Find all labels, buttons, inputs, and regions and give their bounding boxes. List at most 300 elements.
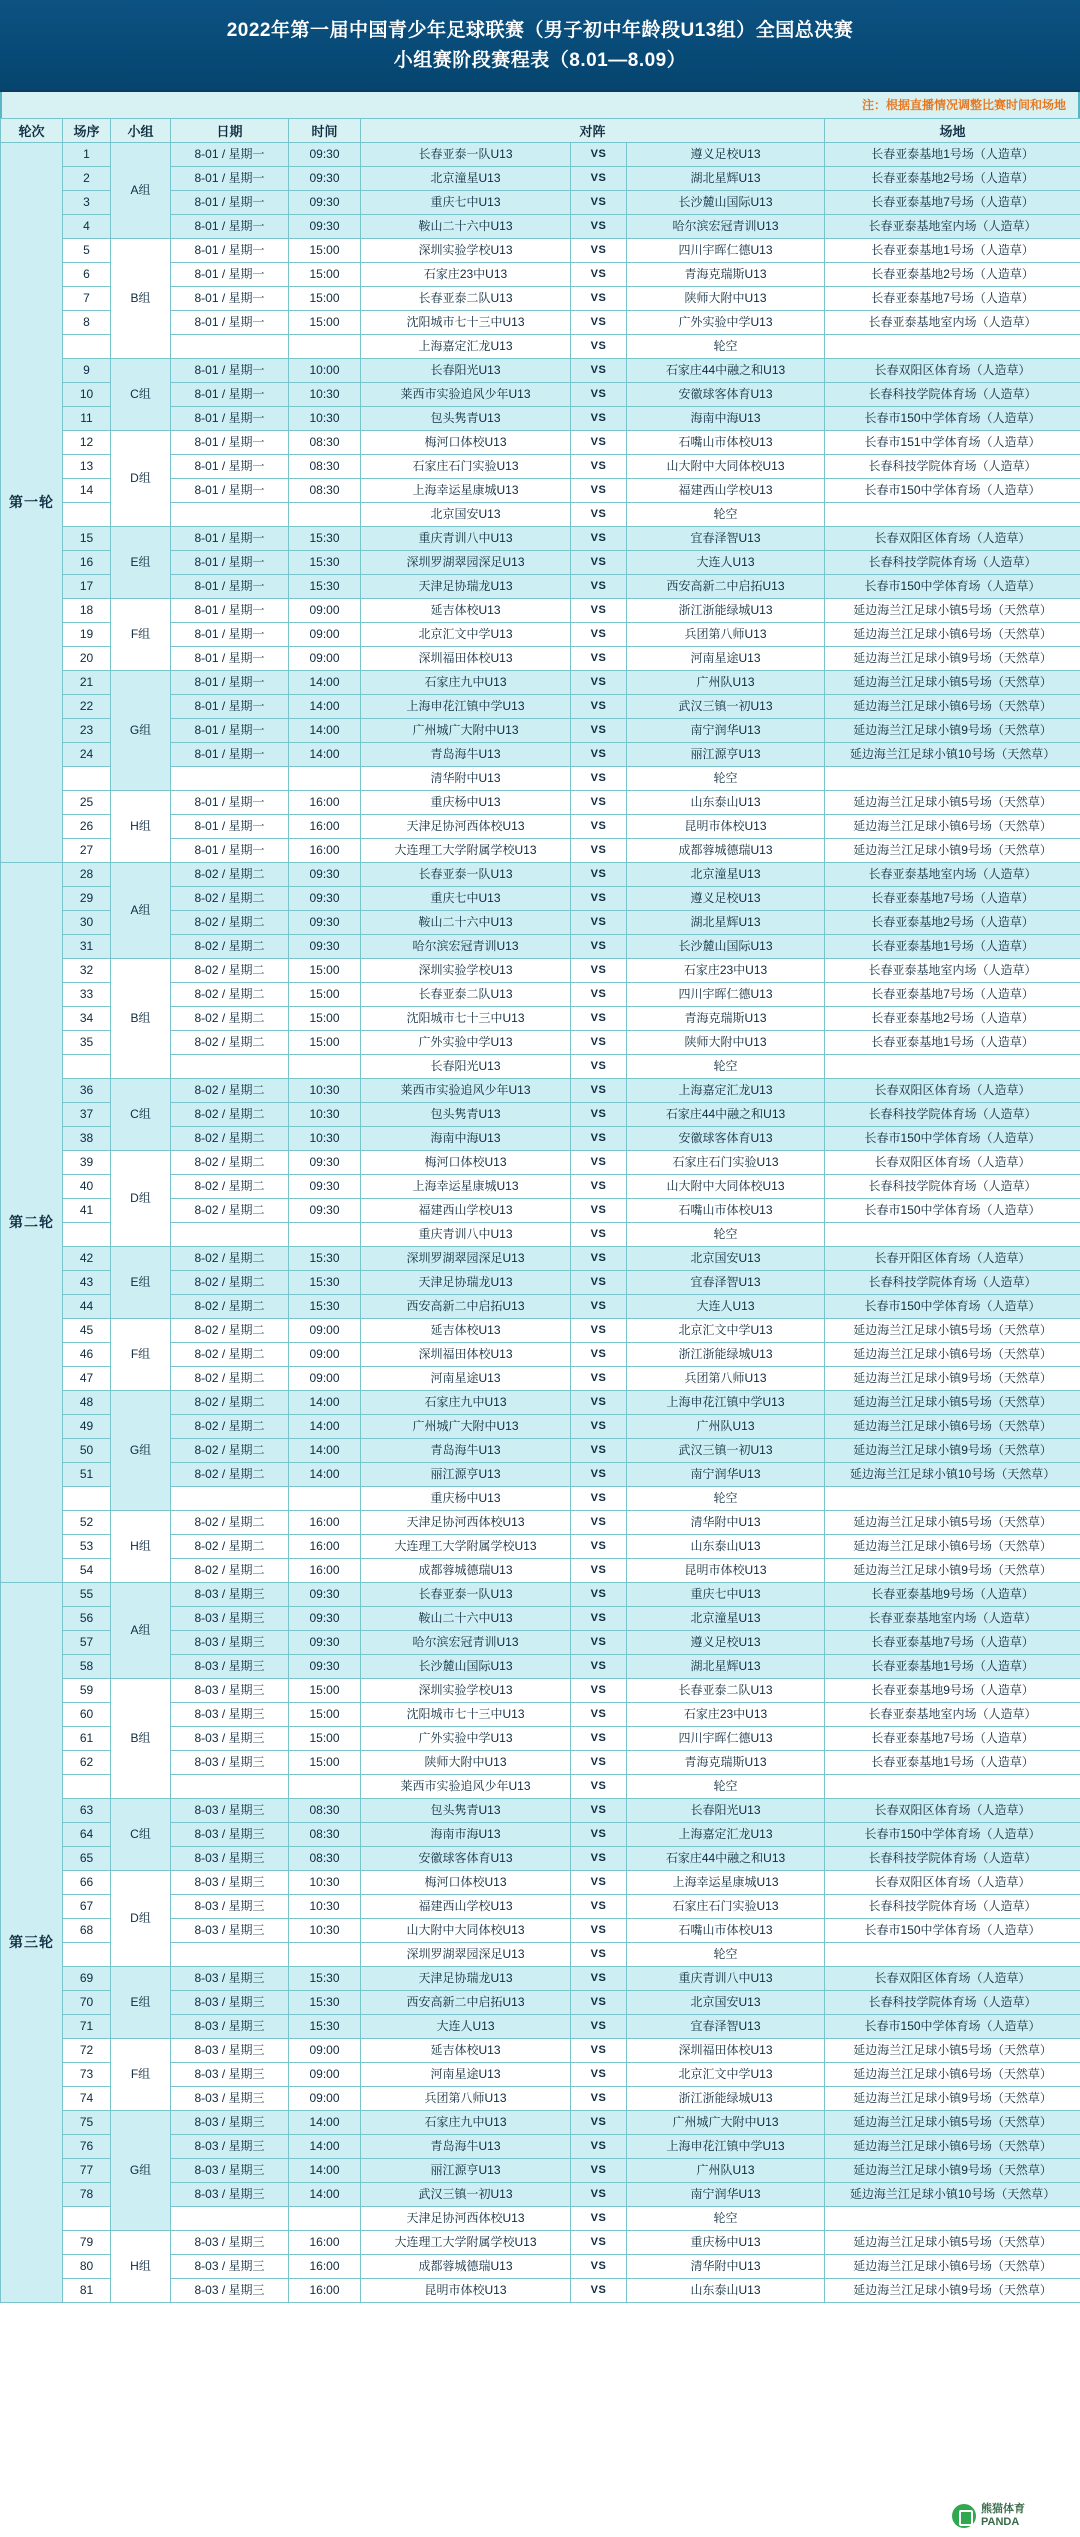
match-number: 73 [63,2063,111,2087]
home-team: 上海嘉定汇龙U13 [361,335,571,359]
match-time: 10:30 [289,407,361,431]
match-number: 40 [63,1175,111,1199]
group-label: D组 [111,431,171,527]
group-label: A组 [111,863,171,959]
match-row [1,1871,1080,1895]
match-number: 27 [63,839,111,863]
match-number: 22 [63,695,111,719]
away-team: 武汉三镇一初U13 [627,1439,825,1463]
match-number: 30 [63,911,111,935]
match-time: 16:00 [289,2255,361,2279]
match-time: 09:30 [289,191,361,215]
away-team: 山东泰山U13 [627,791,825,815]
match-date: 8-03 / 星期三 [171,2039,289,2063]
title-line-1: 2022年第一届中国青少年足球联赛（男子初中年龄段U13组）全国总决赛 [226,20,854,41]
away-team: 重庆杨中U13 [627,2231,825,2255]
match-venue: 长春科技学院体育场（人造草） [825,1271,1080,1295]
match-number: 61 [63,1727,111,1751]
group-label: H组 [111,791,171,863]
match-number: 48 [63,1391,111,1415]
match-venue: 延边海兰江足球小镇5号场（天然草） [825,1511,1080,1535]
match-date: 8-03 / 星期三 [171,2159,289,2183]
match-row [1,599,1080,623]
away-team: 广州队U13 [627,2159,825,2183]
match-venue: 长春科技学院体育场（人造草） [825,1103,1080,1127]
match-date: 8-01 / 星期一 [171,695,289,719]
away-team: 轮空 [627,1775,825,1799]
home-team: 海南中海U13 [361,1127,571,1151]
home-team: 兵团第八师U13 [361,2087,571,2111]
match-row [1,1151,1080,1175]
match-row [1,2231,1080,2255]
match-venue: 长春科技学院体育场（人造草） [825,1991,1080,2015]
vs-label: VS [571,1031,627,1055]
match-date: 8-02 / 星期二 [171,1391,289,1415]
home-team: 梅河口体校U13 [361,431,571,455]
vs-label: VS [571,1583,627,1607]
match-time: 16:00 [289,1535,361,1559]
home-team: 深圳实验学校U13 [361,959,571,983]
home-team: 延吉体校U13 [361,2039,571,2063]
vs-label: VS [571,959,627,983]
match-date: 8-03 / 星期三 [171,2087,289,2111]
away-team: 南宁润华U13 [627,1463,825,1487]
match-time: 09:30 [289,215,361,239]
away-team: 昆明市体校U13 [627,815,825,839]
match-venue: 长春亚泰基地室内场（人造草） [825,215,1080,239]
vs-label: VS [571,1007,627,1031]
match-time: 16:00 [289,2231,361,2255]
vs-label: VS [571,911,627,935]
match-number: 72 [63,2039,111,2063]
match-venue: 长春市150中学体育场（人造草） [825,479,1080,503]
match-venue: 延边海兰江足球小镇5号场（天然草） [825,1391,1080,1415]
group-label: B组 [111,959,171,1079]
match-venue [825,2207,1080,2231]
away-team: 北京国安U13 [627,1991,825,2015]
away-team: 四川宇晖仁德U13 [627,983,825,1007]
match-time: 15:30 [289,527,361,551]
match-number: 64 [63,1823,111,1847]
match-number [63,767,111,791]
vs-label: VS [571,2231,627,2255]
match-row [1,1319,1080,1343]
home-team: 北京国安U13 [361,503,571,527]
away-team: 轮空 [627,335,825,359]
away-team: 海南中海U13 [627,407,825,431]
match-row [1,359,1080,383]
match-date: 8-01 / 星期一 [171,671,289,695]
match-number: 31 [63,935,111,959]
match-date: 8-02 / 星期二 [171,1535,289,1559]
match-venue: 延边海兰江足球小镇9号场（天然草） [825,719,1080,743]
away-team: 上海幸运星康城U13 [627,1871,825,1895]
home-team: 大连理工大学附属学校U13 [361,2231,571,2255]
away-team: 石家庄23中U13 [627,1703,825,1727]
match-date [171,1055,289,1079]
match-date: 8-03 / 星期三 [171,1871,289,1895]
vs-label: VS [571,503,627,527]
match-time [289,1487,361,1511]
match-time: 09:30 [289,887,361,911]
match-venue: 长春双阳区体育场（人造草） [825,1079,1080,1103]
home-team: 上海幸运星康城U13 [361,1175,571,1199]
home-team: 重庆青训八中U13 [361,1223,571,1247]
vs-label: VS [571,1439,627,1463]
match-time: 14:00 [289,743,361,767]
home-team: 沈阳城市七十三中U13 [361,1007,571,1031]
home-team: 深圳罗湖翠园深足U13 [361,1247,571,1271]
match-number: 15 [63,527,111,551]
vs-label: VS [571,1127,627,1151]
match-date: 8-01 / 星期一 [171,287,289,311]
home-team: 大连人U13 [361,2015,571,2039]
match-date: 8-02 / 星期二 [171,959,289,983]
vs-label: VS [571,767,627,791]
vs-label: VS [571,1679,627,1703]
vs-label: VS [571,263,627,287]
away-team: 石家庄44中融之和U13 [627,1103,825,1127]
match-number: 79 [63,2231,111,2255]
match-date: 8-02 / 星期二 [171,1151,289,1175]
match-time: 09:00 [289,647,361,671]
group-label: D组 [111,1151,171,1247]
vs-label: VS [571,935,627,959]
away-team: 上海嘉定汇龙U13 [627,1079,825,1103]
away-team: 宜春泽智U13 [627,527,825,551]
home-team: 成都蓉城德瑞U13 [361,1559,571,1583]
match-time: 09:30 [289,1583,361,1607]
match-time: 15:30 [289,551,361,575]
match-time: 08:30 [289,431,361,455]
away-team: 长沙麓山国际U13 [627,935,825,959]
group-label: G组 [111,671,171,791]
away-team: 石家庄石门实验U13 [627,1895,825,1919]
match-time: 15:30 [289,1295,361,1319]
round-label: 第三轮 [1,1583,63,2303]
match-date: 8-01 / 星期一 [171,479,289,503]
match-venue: 长春亚泰基地1号场（人造草） [825,935,1080,959]
match-row [1,1391,1080,1415]
match-number: 16 [63,551,111,575]
match-time: 14:00 [289,1415,361,1439]
vs-label: VS [571,1943,627,1967]
match-venue: 延边海兰江足球小镇9号场（天然草） [825,2279,1080,2303]
vs-label: VS [571,791,627,815]
home-team: 昆明市体校U13 [361,2279,571,2303]
match-venue [825,1775,1080,1799]
home-team: 鞍山二十六中U13 [361,215,571,239]
match-date: 8-03 / 星期三 [171,1607,289,1631]
away-team: 河南星途U13 [627,647,825,671]
vs-label: VS [571,1055,627,1079]
match-date [171,767,289,791]
match-venue: 延边海兰江足球小镇5号场（天然草） [825,599,1080,623]
match-date: 8-01 / 星期一 [171,719,289,743]
vs-label: VS [571,2015,627,2039]
match-time [289,767,361,791]
match-date: 8-03 / 星期三 [171,1751,289,1775]
match-number: 41 [63,1199,111,1223]
match-venue: 长春亚泰基地室内场（人造草） [825,1703,1080,1727]
home-team: 石家庄23中U13 [361,263,571,287]
match-venue: 长春市150中学体育场（人造草） [825,575,1080,599]
match-venue: 长春双阳区体育场（人造草） [825,359,1080,383]
away-team: 上海申花江镇中学U13 [627,1391,825,1415]
vs-label: VS [571,479,627,503]
match-row [1,1583,1080,1607]
home-team: 深圳实验学校U13 [361,239,571,263]
match-number: 6 [63,263,111,287]
away-team: 四川宇晖仁德U13 [627,239,825,263]
vs-label: VS [571,1415,627,1439]
match-number: 4 [63,215,111,239]
vs-label: VS [571,2183,627,2207]
home-team: 安徽球客体育U13 [361,1847,571,1871]
match-time: 09:30 [289,1655,361,1679]
match-row [1,239,1080,263]
vs-label: VS [571,983,627,1007]
match-time: 14:00 [289,2135,361,2159]
match-number [63,1943,111,1967]
home-team: 长沙麓山国际U13 [361,1655,571,1679]
watermark-line-2: PANDA [981,2516,1020,2528]
match-date: 8-02 / 星期二 [171,911,289,935]
home-team: 重庆杨中U13 [361,1487,571,1511]
home-team: 莱西市实验追风少年U13 [361,383,571,407]
away-team: 陕师大附中U13 [627,287,825,311]
col-round: 轮次 [1,119,63,143]
away-team: 成都蓉城德瑞U13 [627,839,825,863]
away-team: 昆明市体校U13 [627,1559,825,1583]
match-date: 8-01 / 星期一 [171,311,289,335]
vs-label: VS [571,2135,627,2159]
match-number: 69 [63,1967,111,1991]
home-team: 包头隽青U13 [361,1799,571,1823]
vs-label: VS [571,2207,627,2231]
match-time [289,2207,361,2231]
match-date: 8-03 / 星期三 [171,2015,289,2039]
match-number [63,2207,111,2231]
away-team: 大连人U13 [627,551,825,575]
match-number: 13 [63,455,111,479]
vs-label: VS [571,2255,627,2279]
vs-label: VS [571,1655,627,1679]
away-team: 深圳福田体校U13 [627,2039,825,2063]
match-date: 8-01 / 星期一 [171,599,289,623]
away-team: 石家庄44中融之和U13 [627,359,825,383]
match-number: 44 [63,1295,111,1319]
vs-label: VS [571,1223,627,1247]
match-time: 14:00 [289,2111,361,2135]
home-team: 哈尔滨宏冠青训U13 [361,935,571,959]
match-venue: 长春亚泰基地9号场（人造草） [825,1583,1080,1607]
match-date [171,2207,289,2231]
match-date: 8-01 / 星期一 [171,239,289,263]
match-venue: 长春科技学院体育场（人造草） [825,1895,1080,1919]
match-time: 15:00 [289,287,361,311]
match-venue: 长春开阳区体育场（人造草） [825,1247,1080,1271]
match-number: 23 [63,719,111,743]
match-venue: 长春亚泰基地1号场（人造草） [825,239,1080,263]
table-body [1,143,1080,2303]
match-date: 8-01 / 星期一 [171,647,289,671]
away-team: 陕师大附中U13 [627,1031,825,1055]
away-team: 广外实验中学U13 [627,311,825,335]
match-venue: 长春市150中学体育场（人造草） [825,2015,1080,2039]
home-team: 西安高新二中启拓U13 [361,1295,571,1319]
away-team: 北京国安U13 [627,1247,825,1271]
home-team: 重庆七中U13 [361,887,571,911]
home-team: 武汉三镇一初U13 [361,2183,571,2207]
match-date: 8-03 / 星期三 [171,1631,289,1655]
match-venue: 延边海兰江足球小镇9号场（天然草） [825,647,1080,671]
match-venue: 长春市151中学体育场（人造草） [825,431,1080,455]
match-number: 62 [63,1751,111,1775]
match-number [63,1487,111,1511]
match-number: 49 [63,1415,111,1439]
away-team: 北京潼星U13 [627,863,825,887]
match-time: 15:00 [289,1031,361,1055]
home-team: 长春亚泰一队U13 [361,143,571,167]
match-time: 10:30 [289,1127,361,1151]
vs-label: VS [571,719,627,743]
match-time: 15:30 [289,1967,361,1991]
match-number: 76 [63,2135,111,2159]
home-team: 天津足协河西体校U13 [361,1511,571,1535]
match-number: 26 [63,815,111,839]
vs-label: VS [571,1151,627,1175]
match-number: 42 [63,1247,111,1271]
vs-label: VS [571,1487,627,1511]
match-time: 14:00 [289,2159,361,2183]
match-venue: 延边海兰江足球小镇6号场（天然草） [825,2063,1080,2087]
home-team: 长春亚泰一队U13 [361,863,571,887]
vs-label: VS [571,1343,627,1367]
vs-label: VS [571,815,627,839]
vs-label: VS [571,335,627,359]
vs-label: VS [571,1463,627,1487]
match-time: 09:00 [289,599,361,623]
match-date: 8-03 / 星期三 [171,1727,289,1751]
home-team: 青岛海牛U13 [361,2135,571,2159]
match-date: 8-01 / 星期一 [171,167,289,191]
home-team: 石家庄石门实验U13 [361,455,571,479]
home-team: 鞍山二十六中U13 [361,911,571,935]
home-team: 重庆杨中U13 [361,791,571,815]
match-number: 25 [63,791,111,815]
match-number: 43 [63,1271,111,1295]
match-number: 38 [63,1127,111,1151]
match-number: 9 [63,359,111,383]
match-date: 8-01 / 星期一 [171,191,289,215]
home-team: 深圳罗湖翠园深足U13 [361,1943,571,1967]
match-number: 10 [63,383,111,407]
vs-label: VS [571,863,627,887]
match-venue: 延边海兰江足球小镇6号场（天然草） [825,1535,1080,1559]
match-time: 15:30 [289,1247,361,1271]
home-team: 丽江源亨U13 [361,1463,571,1487]
match-date: 8-02 / 星期二 [171,1199,289,1223]
match-venue: 长春亚泰基地7号场（人造草） [825,1727,1080,1751]
match-number: 78 [63,2183,111,2207]
vs-label: VS [571,1175,627,1199]
watermark [946,2499,1074,2533]
match-time: 10:30 [289,1103,361,1127]
match-date: 8-01 / 星期一 [171,743,289,767]
match-time: 16:00 [289,1559,361,1583]
match-date: 8-03 / 星期三 [171,1823,289,1847]
match-time: 15:00 [289,959,361,983]
vs-label: VS [571,1751,627,1775]
match-date: 8-03 / 星期三 [171,2135,289,2159]
match-date: 8-02 / 星期二 [171,863,289,887]
match-time: 14:00 [289,2183,361,2207]
match-time: 16:00 [289,839,361,863]
match-row [1,1679,1080,1703]
match-number: 14 [63,479,111,503]
match-date: 8-03 / 星期三 [171,2111,289,2135]
match-venue: 长春亚泰基地室内场（人造草） [825,1607,1080,1631]
vs-label: VS [571,215,627,239]
vs-label: VS [571,1871,627,1895]
match-row [1,2111,1080,2135]
match-row [1,863,1080,887]
match-time: 10:30 [289,1079,361,1103]
away-team: 上海申花江镇中学U13 [627,2135,825,2159]
match-time: 14:00 [289,695,361,719]
vs-label: VS [571,1895,627,1919]
home-team: 延吉体校U13 [361,599,571,623]
col-date: 日期 [171,119,289,143]
match-date: 8-02 / 星期二 [171,1439,289,1463]
home-team: 鞍山二十六中U13 [361,1607,571,1631]
match-time: 09:30 [289,1199,361,1223]
match-number: 5 [63,239,111,263]
vs-label: VS [571,1295,627,1319]
match-number: 59 [63,1679,111,1703]
match-venue: 延边海兰江足球小镇9号场（天然草） [825,2087,1080,2111]
match-number [63,503,111,527]
home-team: 北京汇文中学U13 [361,623,571,647]
away-team: 轮空 [627,1055,825,1079]
match-date: 8-01 / 星期一 [171,527,289,551]
home-team: 陕师大附中U13 [361,1751,571,1775]
home-team: 成都蓉城德瑞U13 [361,2255,571,2279]
match-venue: 延边海兰江足球小镇6号场（天然草） [825,1415,1080,1439]
match-time: 14:00 [289,1391,361,1415]
vs-label: VS [571,1103,627,1127]
match-venue: 延边海兰江足球小镇5号场（天然草） [825,2039,1080,2063]
match-venue: 延边海兰江足球小镇10号场（天然草） [825,743,1080,767]
group-label: E组 [111,527,171,599]
match-date: 8-01 / 星期一 [171,143,289,167]
match-number: 67 [63,1895,111,1919]
away-team: 轮空 [627,1943,825,1967]
home-team: 福建西山学校U13 [361,1895,571,1919]
vs-label: VS [571,551,627,575]
match-row [1,1967,1080,1991]
away-team: 轮空 [627,503,825,527]
match-time: 08:30 [289,479,361,503]
match-row [1,1511,1080,1535]
match-date: 8-03 / 星期三 [171,2255,289,2279]
match-time: 09:30 [289,1631,361,1655]
away-team: 广州队U13 [627,671,825,695]
vs-label: VS [571,1319,627,1343]
group-label: F组 [111,1319,171,1391]
match-date: 8-02 / 星期二 [171,1343,289,1367]
